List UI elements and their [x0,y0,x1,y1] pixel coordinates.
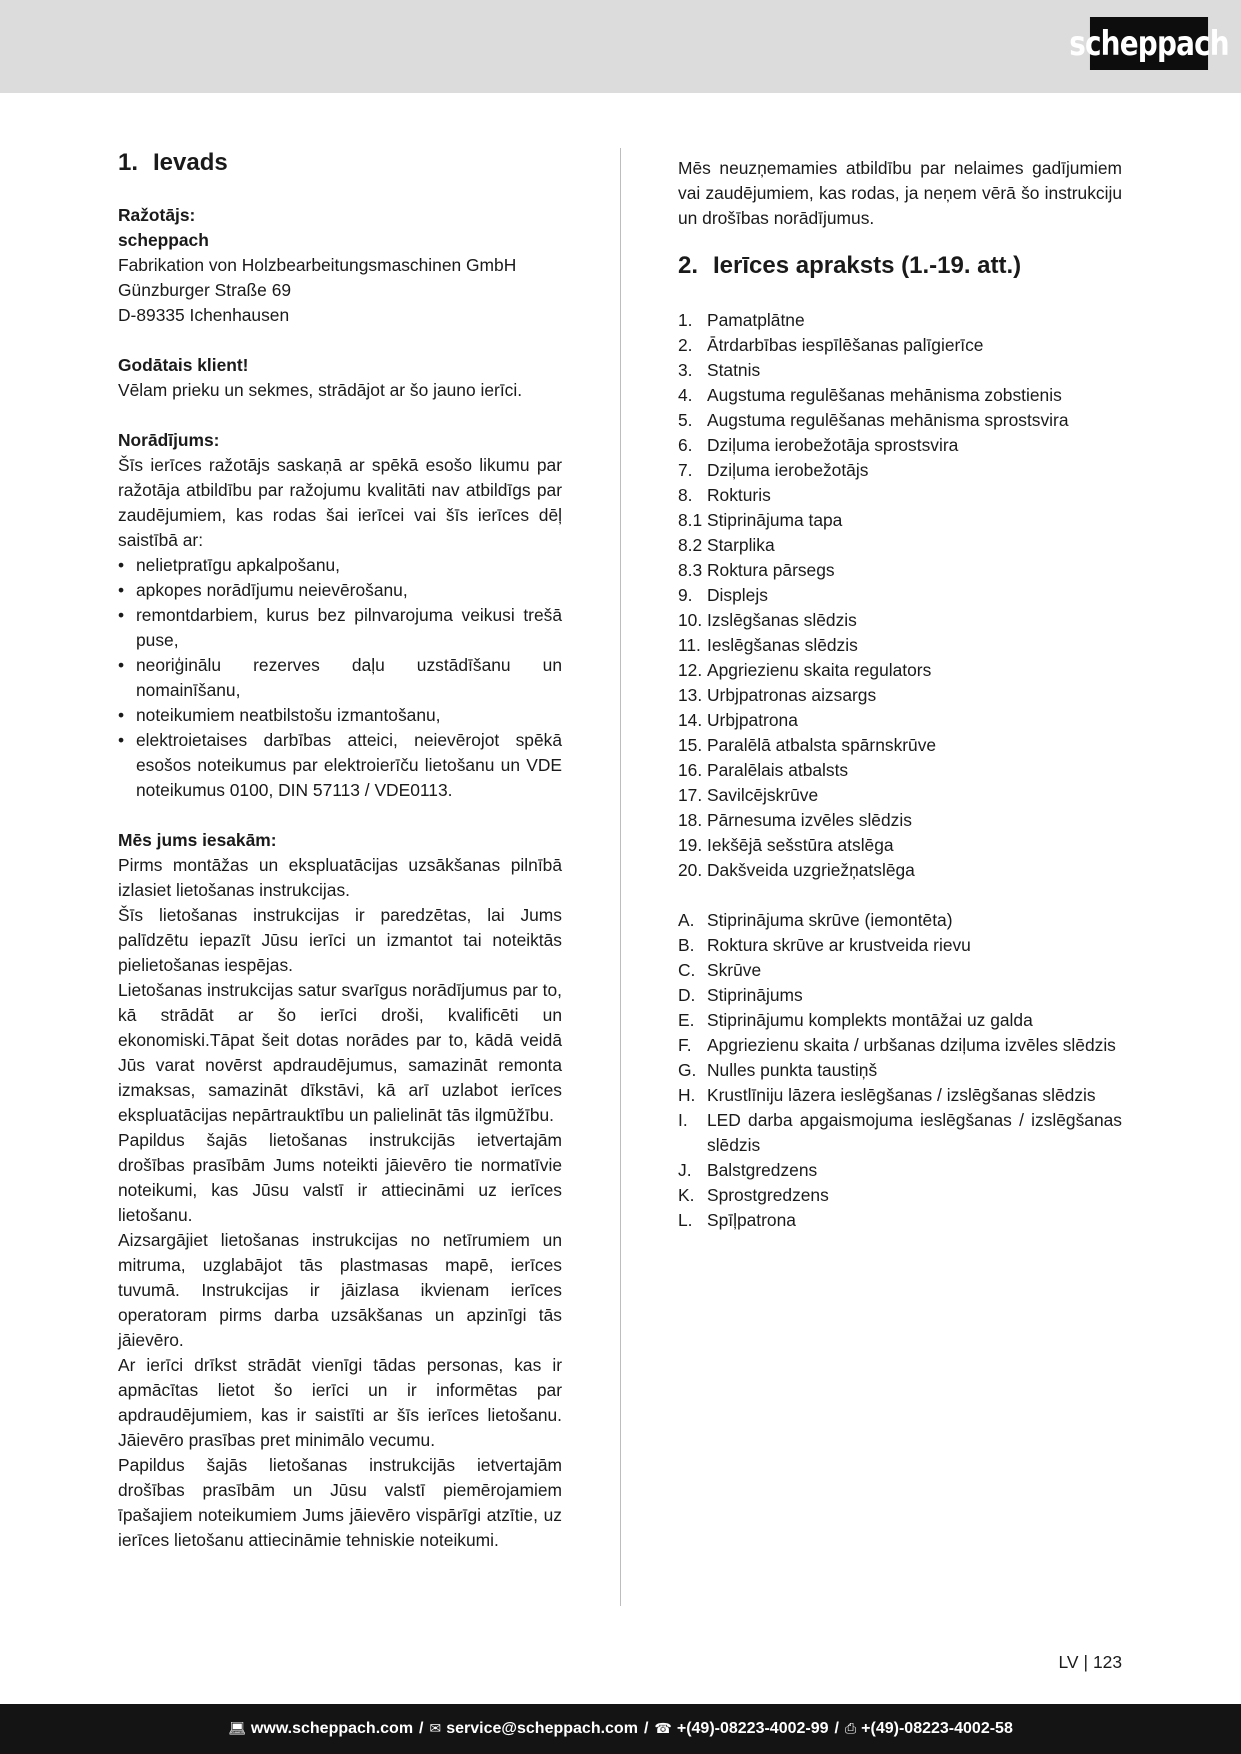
item-label: Statnis [707,360,761,380]
list-item [678,1083,1122,1108]
item-number: D. [678,985,696,1005]
item-number: 14. [678,710,703,730]
item-label: Spīļpatrona [707,1210,796,1230]
item-number: 17. [678,785,703,805]
section-number: 2. [678,252,699,279]
left-column [118,148,562,1553]
item-number: 10. [678,610,703,630]
item-number: 8.3 [678,560,703,580]
list-item: • apkopes norādījumu neievērošanu, [118,578,562,603]
website-link[interactable]: www.scheppach.com [250,1720,414,1737]
item-label: Krustlīniju lāzera ieslēgšanas / izslēgšanas slēdzis [707,1085,1096,1105]
note-text: Šīs ierīces ražotājs saskaņā ar spēkā esošo likumu par ražotāja atbildību par ražojumu kvalitāti nav atbildīgs par zaudējumiem, kas rodas šai ierīcei vai šīs ierīces dēļ saistībā ar: [118,455,562,550]
item-label: Roktura pārsegs [707,560,835,580]
list-item [678,558,1122,583]
item-number: 1. [678,310,693,330]
list-item [678,958,1122,983]
list-item: • elektroietaises darbības atteici, neievērojot spēkā esošos noteikumus par elektroierīču lietošanu un VDE noteikumus 0100, DIN 57113 / VDE0113. [118,728,562,803]
list-item [678,458,1122,483]
list-item [678,1183,1122,1208]
list-item [678,858,1122,883]
item-label: Urbjpatrona [707,710,798,730]
item-label: Apgriezienu skaita regulators [707,660,932,680]
section-2-heading [678,251,1122,281]
item-number: I. [678,1110,688,1130]
item-label: Pamatplātne [707,310,805,330]
item-number: 12. [678,660,703,680]
list-item [678,358,1122,383]
item-label: Displejs [707,585,768,605]
brand-logo: scheppach [1090,17,1208,70]
item-label: Ātrdarbības iespīlēšanas palīgierīce [707,335,984,355]
phone-number: +(49)-08223-4002-99 [676,1720,829,1737]
mail-icon: ✉︎ [429,1721,442,1737]
list-item [678,758,1122,783]
paragraph: Ar ierīci drīkst strādāt vienīgi tādas personas, kas ir apmācītas lietot šo ierīci un ir informētas par apdraudējumiem, kas ir saistīti ar šīs ierīces lietošanu. Jāievēro prasības pret minimālo vecumu. [118,1355,562,1450]
list-item: • noteikumiem neatbilstošu izmantošanu, [118,703,562,728]
list-item [678,1058,1122,1083]
item-label: Dakšveida uzgriežņatslēga [707,860,915,880]
item-number: G. [678,1060,697,1080]
list-item [678,783,1122,808]
item-number: 2. [678,335,693,355]
item-label: Augstuma regulēšanas mehānisma sprostsvira [707,410,1069,430]
header-band [0,0,1241,93]
recommend-title: Mēs jums iesakām: [118,830,277,850]
list-item [678,533,1122,558]
list-item [678,808,1122,833]
fax-number: +(49)-08223-4002-58 [861,1720,1013,1737]
list-item: • remontdarbiem, kurus bez pilnvarojuma veikusi trešā puse, [118,603,562,653]
item-number: 13. [678,685,703,705]
list-item [678,608,1122,633]
list-item [678,433,1122,458]
paragraph: Šīs lietošanas instrukcijas ir paredzētas, lai Jums palīdzētu iepazīt Jūsu ierīci un izmantot tai noteiktās pielietošanas iespējas. [118,905,562,975]
item-number: H. [678,1085,696,1105]
paragraph: Aizsargājiet lietošanas instrukcijas no netīrumiem un mitruma, uzglabājot tās plastmasas mapē, ierīces tuvumā. Instrukcijas ir jāizlasa ikvienam ierīces operatoram pirms darba uzsākšanas un apzinīgi tās jāievēro. [118,1230,562,1350]
column-divider [620,148,621,1606]
list-item [678,1108,1122,1158]
item-number: E. [678,1010,695,1030]
address-line: D-89335 Ichenhausen [118,305,290,325]
list-item [678,908,1122,933]
item-number: 3. [678,360,693,380]
page-separator: | [1083,1652,1088,1672]
paragraph: Pirms montāžas un ekspluatācijas uzsākšanas pilnībā izlasiet lietošanas instrukcijas. [118,855,562,900]
paragraph: Papildus šajās lietošanas instrukcijās ietvertajām drošības prasībām un Jūsu valstī piemērojamiem īpašajiem noteikumiem Jums jāievēro vispārīgi atzītie, uz ierīces lietošanu attiecināmie tehniskie noteikumi. [118,1455,562,1550]
list-item [678,733,1122,758]
item-number: A. [678,910,695,930]
item-label: Stiprinājuma tapa [707,510,843,530]
paragraph: Papildus šajās lietošanas instrukcijās ietvertajām drošības prasībām Jums noteikti jāievēro tie normatīvie noteikumi, kas Jūsu valstī ir attiecināmi uz ierīces lietošanu. [118,1130,562,1225]
item-number: C. [678,960,696,980]
section-title: Ievads [153,149,228,176]
list-item [678,1008,1122,1033]
item-label: Nulles punkta taustiņš [707,1060,878,1080]
item-number: 5. [678,410,693,430]
item-label: Iekšējā sešstūra atslēga [707,835,894,855]
list-item [678,833,1122,858]
note-bullet-list [118,553,562,803]
greeting-title: Godātais klient! [118,355,249,375]
address-line: Fabrikation von Holzbearbeitungsmaschinen GmbH [118,255,517,275]
item-label: Savilcējskrūve [707,785,819,805]
item-label: Starplika [707,535,775,555]
list-item [678,683,1122,708]
phone-icon: ☎︎ [654,1721,672,1737]
liability-text: Mēs neuzņemamies atbildību par nelaimes gadījumiem vai zaudējumiem, kas rodas, ja neņem vērā šo instrukciju un drošības norādījumus. [678,158,1122,228]
item-number: 8. [678,485,693,505]
item-number: B. [678,935,695,955]
item-label: Roktura skrūve ar krustveida rievu [707,935,971,955]
list-item [678,633,1122,658]
list-item [678,383,1122,408]
manufacturer-name: scheppach [118,230,209,250]
item-label: Paralēlais atbalsts [707,760,849,780]
section-number: 1. [118,149,139,176]
item-number: 11. [678,635,701,655]
footer-separator: / [834,1720,839,1737]
item-number: 9. [678,585,693,605]
greeting-text: Vēlam prieku un sekmes, strādājot ar šo jauno ierīci. [118,380,523,400]
page-number-value: 123 [1092,1652,1122,1672]
footer-separator: / [643,1720,649,1737]
item-label: Apgriezienu skaita / urbšanas dziļuma izvēles slēdzis [707,1035,1116,1055]
item-label: LED darba apgaismojuma ieslēgšanas / izslēgšanas slēdzis [707,1110,1122,1155]
item-number: 20. [678,860,703,880]
item-number: 4. [678,385,693,405]
item-label: Urbjpatronas aizsargs [707,685,877,705]
item-label: Izslēgšanas slēdzis [707,610,857,630]
item-label: Sprostgredzens [707,1185,829,1205]
item-number: L. [678,1210,693,1230]
footer-separator: / [419,1720,424,1737]
item-number: 18. [678,810,703,830]
list-item [678,408,1122,433]
accessories-list [678,908,1122,1233]
item-number: F. [678,1035,692,1055]
item-label: Dziļuma ierobežotāja sprostsvira [707,435,959,455]
laptop-icon: 💻︎ [228,1721,246,1737]
list-item [678,658,1122,683]
section-title: Ierīces apraksts (1.-19. att.) [713,252,1022,279]
page-language: LV [1058,1652,1079,1672]
list-item [678,1033,1122,1058]
item-number: 6. [678,435,693,455]
item-label: Rokturis [707,485,771,505]
paragraph: Lietošanas instrukcijas satur svarīgus norādījumus par to, kā strādāt ar šo ierīci droši, kvalificēti un ekonomiski.Tāpat šeit dotas norādes par to, kādā veidā Jūs varat novērst apdraudējumus, samazināt remonta izmaksas, samazināt dīkstāvi, kā arī uzlabot ierīces ekspluatācijas nepārtrauktību un palielināt tās ilgmūžību. [118,980,562,1125]
list-item: • neoriģinālu rezerves daļu uzstādīšanu un nomainīšanu, [118,653,562,703]
item-label: Augstuma regulēšanas mehānisma zobstienis [707,385,1062,405]
item-label: Pārnesuma izvēles slēdzis [707,810,912,830]
list-item [678,708,1122,733]
email-link[interactable]: service@scheppach.com [446,1720,638,1737]
item-number: 8.2 [678,535,703,555]
list-item [678,483,1122,508]
section-1-heading [118,148,562,178]
item-number: 16. [678,760,703,780]
item-label: Balstgredzens [707,1160,818,1180]
item-label: Skrūve [707,960,762,980]
footer-band [0,1704,1241,1754]
address-line: Günzburger Straße 69 [118,280,292,300]
list-item [678,508,1122,533]
item-number: J. [678,1160,692,1180]
item-label: Dziļuma ierobežotājs [707,460,869,480]
item-label: Stiprinājuma skrūve (iemontēta) [707,910,953,930]
item-number: 19. [678,835,703,855]
item-number: K. [678,1185,695,1205]
item-label: Stiprinājumu komplekts montāžai uz galda [707,1010,1033,1030]
item-number: 8.1 [678,510,703,530]
fax-icon: ⎙ [844,1721,857,1737]
list-item: • nelietpratīgu apkalpošanu, [118,553,562,578]
manufacturer-label: Ražotājs: [118,205,196,225]
item-number: 15. [678,735,703,755]
list-item [678,333,1122,358]
parts-list [678,308,1122,883]
list-item [678,933,1122,958]
page-number [1058,1650,1122,1675]
list-item [678,308,1122,333]
item-label: Paralēlā atbalsta spārnskrūve [707,735,937,755]
list-item [678,1208,1122,1233]
item-label: Ieslēgšanas slēdzis [707,635,858,655]
right-column [678,156,1122,1233]
list-item [678,1158,1122,1183]
list-item [678,983,1122,1008]
item-number: 7. [678,460,693,480]
note-title: Norādījums: [118,430,220,450]
list-item [678,583,1122,608]
item-label: Stiprinājums [707,985,803,1005]
